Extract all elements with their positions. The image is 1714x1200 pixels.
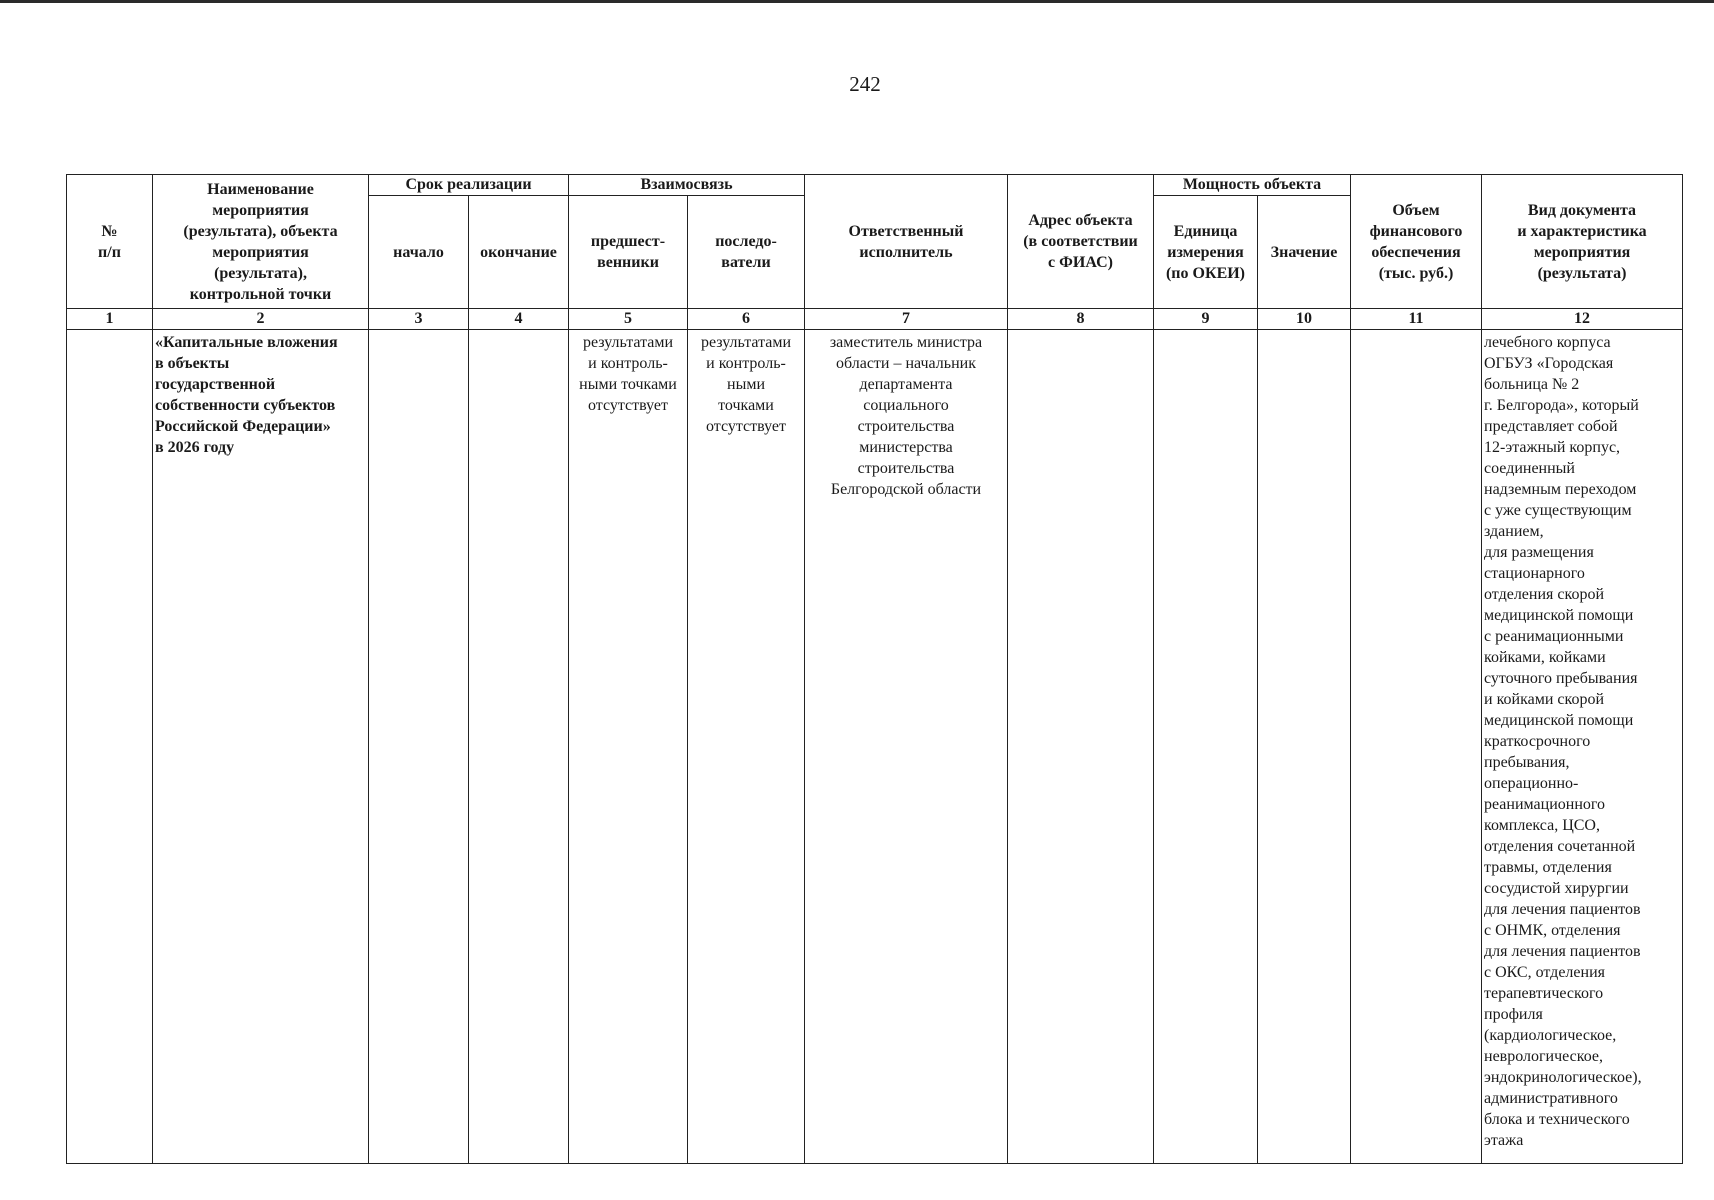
column-numbers-row [67,309,1683,330]
cell-address [1008,330,1154,1164]
column-number: 6 [688,309,805,330]
cell-start [369,330,469,1164]
header-col-document-type: Вид документа и характеристика мероприятия (результата) [1482,175,1683,309]
column-number: 7 [805,309,1008,330]
cell-value [1258,330,1351,1164]
header-col-end: окончание [469,196,569,309]
cell-end [469,330,569,1164]
column-number: 12 [1482,309,1683,330]
cell-number [67,330,153,1164]
header-col-unit: Единица измерения (по ОКЕИ) [1154,196,1258,309]
header-col-number: № п/п [67,175,153,309]
cell-measure-name: «Капитальные вложения в объекты государственной собственности субъектов Российской Федерации» в 2026 году [153,330,369,1164]
header-group-moshchnost: Мощность объекта [1154,175,1351,196]
column-number: 3 [369,309,469,330]
header-group-vzaimosvyaz: Взаимосвязь [569,175,805,196]
page-number: 242 [849,72,881,96]
cell-responsible: заместитель министра области – начальник департамента социального строительства министерства строительства Белгородской области [805,330,1008,1164]
header-col-predecessors: предшест- венники [569,196,688,309]
column-number: 5 [569,309,688,330]
column-number: 2 [153,309,369,330]
header-col-value: Значение [1258,196,1351,309]
header-col-financing: Объем финансового обеспечения (тыс. руб.) [1351,175,1482,309]
header-col-responsible: Ответственный исполнитель [805,175,1008,309]
column-number: 11 [1351,309,1482,330]
measures-table [66,174,1683,1164]
cell-document-description: лечебного корпуса ОГБУЗ «Городская больница № 2 г. Белгорода», который представляет собой 12-этажный корпус, соединенный надземным переходом с уже существующим зданием, для размещения стационарного отделения скорой медицинской помощи с реанимационными койками, койками суточного пребывания и койками скорой медицинской помощи краткосрочного пребывания, операционно- реанимационного комплекса, ЦСО, отделения сочетанной травмы, отделения сосудистой хирургии для лечения пациентов с ОНМК, отделения для лечения пациентов с ОКС, отделения терапевтического профиля (кардиологическое, неврологическое, эндокринологическое), административного блока и технического этажа [1482,330,1683,1164]
header-col-start: начало [369,196,469,309]
column-number: 8 [1008,309,1154,330]
header-row-1 [67,175,1683,196]
header-col-name: Наименование мероприятия (результата), объекта мероприятия (результата), контрольной точки [153,175,369,309]
column-number: 10 [1258,309,1351,330]
column-number: 4 [469,309,569,330]
header-col-successors: последо- ватели [688,196,805,309]
column-number: 1 [67,309,153,330]
header-group-srok: Срок реализации [369,175,569,196]
table-row [67,330,1683,1164]
column-number: 9 [1154,309,1258,330]
cell-financing [1351,330,1482,1164]
cell-predecessors: результатами и контроль- ными точками отсутствует [569,330,688,1164]
cell-unit [1154,330,1258,1164]
scan-edge-line [0,0,1714,3]
cell-successors: результатами и контроль- ными точками отсутствует [688,330,805,1164]
header-col-address: Адрес объекта (в соответствии с ФИАС) [1008,175,1154,309]
